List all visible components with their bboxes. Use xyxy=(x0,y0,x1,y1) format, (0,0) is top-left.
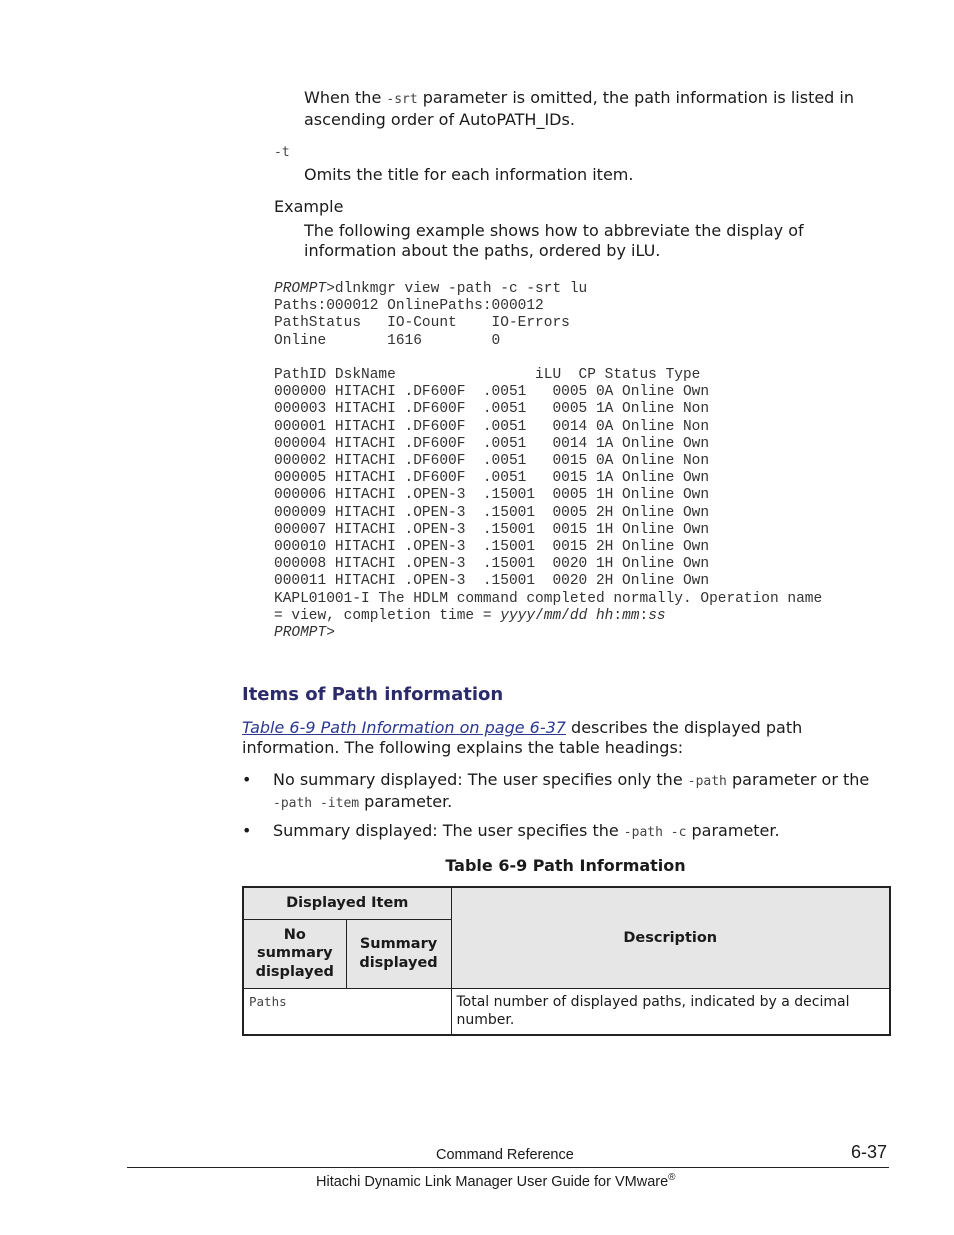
time-separator: : xyxy=(613,607,623,624)
section-intro xyxy=(242,718,862,758)
bullet-list xyxy=(242,770,882,843)
bullet-text-part: parameter or the xyxy=(726,770,870,789)
code-line: 000003 HITACHI .DF600F .0051 0005 1A Online Non xyxy=(274,401,710,418)
hour-format: hh xyxy=(595,607,614,624)
para-text: When the xyxy=(304,88,387,107)
code-command-line xyxy=(274,281,822,298)
code-line: 000005 HITACHI .DF600F .0051 0015 1A Online Own xyxy=(274,470,710,487)
table-reference-link[interactable]: Table 6-9 Path Information on page 6-37 xyxy=(242,718,566,737)
guide-title-text: Hitachi Dynamic Link Manager User Guide for VMware xyxy=(316,1173,669,1190)
month-format: mm xyxy=(543,607,562,624)
example-description: The following example shows how to abbreviate the display of information about the paths, ordered by iLU. xyxy=(304,221,804,260)
code-line: Online 1616 0 xyxy=(274,332,501,349)
code-line: 000010 HITACHI .OPEN-3 .15001 0015 2H Online Own xyxy=(274,539,710,556)
t-option-description: Omits the title for each information item. xyxy=(304,165,634,184)
cell-description: Total number of displayed paths, indicated by a decimal number. xyxy=(451,988,890,1035)
year-format: yyyy xyxy=(500,607,536,624)
bullet-text-part: parameter. xyxy=(359,792,453,811)
srt-omitted-paragraph xyxy=(304,88,894,130)
code-line: 000004 HITACHI .DF600F .0051 0014 1A Online Own xyxy=(274,435,710,452)
t-option-name: -t xyxy=(274,145,290,160)
completion-prefix: = view, completion time = xyxy=(274,607,501,624)
header-description: Description xyxy=(451,887,890,988)
table-caption: Table 6-9 Path Information xyxy=(445,856,686,875)
code-line: PathStatus IO-Count IO-Errors xyxy=(274,315,570,332)
intro-text: describes the displayed path information. The following explains the table headings: xyxy=(242,718,803,757)
code-line: 000006 HITACHI .OPEN-3 .15001 0005 1H Online Own xyxy=(274,487,710,504)
code-line: 000011 HITACHI .OPEN-3 .15001 0020 2H Online Own xyxy=(274,573,710,590)
table-body xyxy=(243,988,890,1035)
code-output-lines xyxy=(274,298,822,608)
bullet-text xyxy=(273,821,878,843)
time-separator: : xyxy=(639,607,649,624)
bullet-text xyxy=(273,770,878,814)
footer-guide-title xyxy=(316,1172,676,1190)
code-line xyxy=(274,350,822,367)
path-c-parameter-code: -path -c xyxy=(623,825,687,840)
cell-item: Paths xyxy=(243,988,451,1035)
srt-parameter-code: -srt xyxy=(386,92,418,107)
footer-section-name: Command Reference xyxy=(436,1147,574,1163)
code-line: 000007 HITACHI .OPEN-3 .15001 0015 1H Online Own xyxy=(274,521,710,538)
second-format: ss xyxy=(648,607,666,624)
path-item-parameter-code: -path -item xyxy=(273,796,360,811)
code-completion-line xyxy=(274,608,822,625)
date-separator: / xyxy=(535,607,544,624)
page-number: 6-37 xyxy=(851,1142,888,1162)
para-text: parameter is omitted, the path information is listed in ascending order of AutoPATH_IDs. xyxy=(304,88,855,129)
list-item xyxy=(242,821,882,843)
code-line: 000008 HITACHI .OPEN-3 .15001 0020 1H Online Own xyxy=(274,556,710,573)
section-heading: Items of Path information xyxy=(242,684,504,705)
code-line: PathID DskName iLU CP Status Type xyxy=(274,367,701,383)
code-line: Paths:000012 OnlinePaths:000012 xyxy=(274,298,544,315)
table-row xyxy=(243,988,890,1035)
minute-format: mm xyxy=(622,607,640,624)
list-item xyxy=(242,770,882,814)
example-label: Example xyxy=(274,197,344,216)
path-information-table xyxy=(242,886,891,1036)
prompt-suffix: > xyxy=(326,625,335,642)
header-summary: Summary displayed xyxy=(346,919,451,988)
bullet-icon: • xyxy=(242,821,252,840)
code-line: 000002 HITACHI .DF600F .0051 0015 0A Online Non xyxy=(274,453,710,470)
code-line: 000009 HITACHI .OPEN-3 .15001 0005 2H Online Own xyxy=(274,504,710,521)
prompt-label: PROMPT xyxy=(274,625,327,642)
bullet-text-part: Summary displayed: The user specifies the xyxy=(273,821,624,840)
bullet-icon: • xyxy=(242,770,252,789)
header-no-summary: No summary displayed xyxy=(243,919,346,988)
code-line: KAPL01001-I The HDLM command completed normally. Operation name xyxy=(274,590,823,607)
command-text: >dlnkmgr view -path -c -srt lu xyxy=(326,281,588,297)
table-header-row xyxy=(243,887,890,919)
header-displayed-item: Displayed Item xyxy=(243,887,451,919)
space xyxy=(587,608,596,624)
bullet-text-part: parameter. xyxy=(686,821,780,840)
date-separator: / xyxy=(561,607,570,624)
registered-mark: ® xyxy=(668,1172,676,1183)
footer-divider xyxy=(127,1167,889,1168)
bullet-text-part: No summary displayed: The user specifies only the xyxy=(273,770,688,789)
code-end-prompt xyxy=(274,625,822,642)
path-parameter-code: -path xyxy=(687,774,727,789)
code-line: 000001 HITACHI .DF600F .0051 0014 0A Online Non xyxy=(274,418,710,435)
code-example xyxy=(274,281,822,642)
day-format: dd xyxy=(569,607,588,624)
code-line: 000000 HITACHI .DF600F .0051 0005 0A Online Own xyxy=(274,384,710,401)
prompt-label: PROMPT xyxy=(274,281,327,297)
